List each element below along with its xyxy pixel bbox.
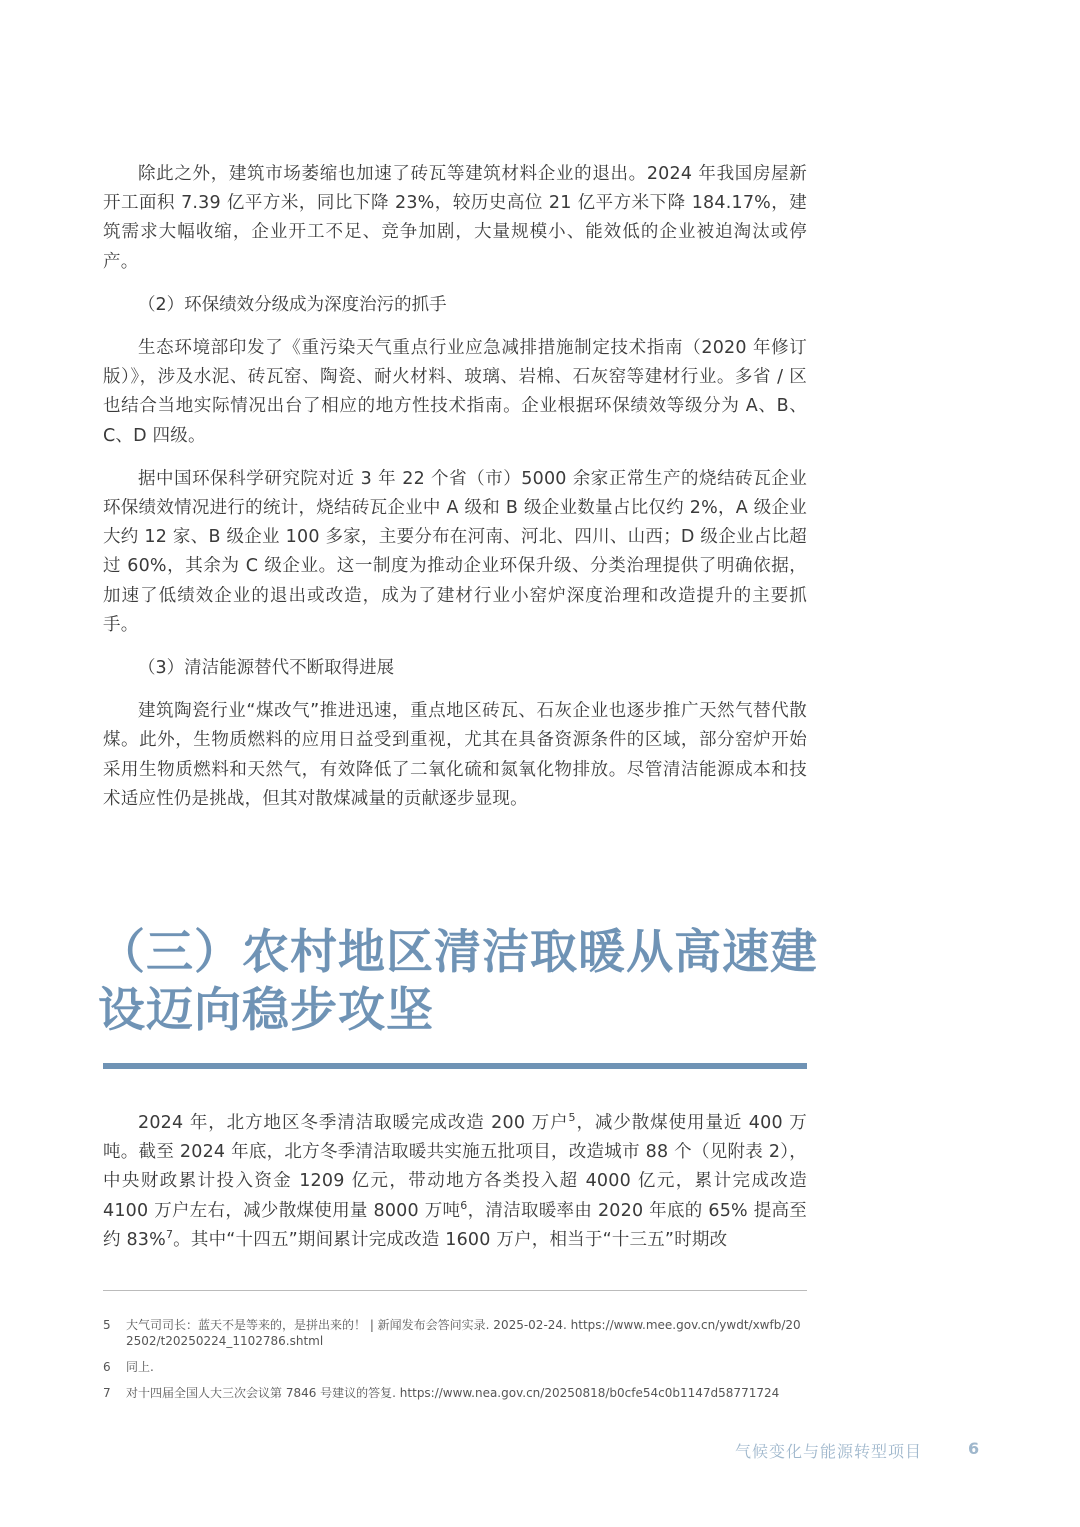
footnote-ref[interactable]: 7 [165,1227,174,1241]
footnote-text: 同上. [126,1360,154,1374]
article-body [103,160,807,828]
paragraph: 建筑陶瓷行业“煤改气”推进迅速，重点地区砖瓦、石灰企业也逐步推广天然气替代散煤。此外，生物质燃料的应用日益受到重视，尤其在具备资源条件的区域，部分窑炉开始采用生物质燃料和天然气，有效降低了二氧化硫和氮氧化物排放。尽管清洁能源成本和技术适应性仍是挑战，但其对散煤减量的贡献逐步显现。 [103,701,807,809]
subheading: （3）清洁能源替代不断取得进展 [138,658,395,679]
text-run: 2024 年，北方地区冬季清洁取暖完成改造 200 万户 [138,1113,569,1133]
footnotes [103,1317,807,1411]
paragraph: 除此之外，建筑市场萎缩也加速了砖瓦等建筑材料企业的退出。2024 年我国房屋新开工面积 7.39 亿平方米，同比下降 23%，较历史高位 21 亿平方米下降 184.17%，建筑需求大幅收缩，企业开工不足、竞争加剧，大量规模小、能效低的企业被迫淘汰或停产。 [103,164,807,272]
footnote-number: 7 [103,1386,111,1400]
footnote-item [103,1317,807,1349]
footnote-number: 6 [103,1360,111,1374]
paragraph: 生态环境部印发了《重污染天气重点行业应急减排措施制定技术指南（2020 年修订版）》，涉及水泥、砖瓦窑、陶瓷、耐火材料、玻璃、岩棉、石灰窑等建材行业。多省 / 区也结合当地实际情况出台了相应的地方性技术指南。企业根据环保绩效等级分为 A、B、C、D 四级。 [103,338,807,446]
footnote-ref[interactable]: 6 [460,1198,468,1212]
footnote-number: 5 [103,1318,111,1332]
text-run: 。其中“十四五”期间累计完成改造 1600 万户，相当于“十三五”时期改 [173,1229,728,1250]
section-divider [103,1063,807,1069]
text-run: ，清洁取暖率由 2020 年底的 65% 提高至约 83% [103,1200,808,1250]
footer-project-title: 气候变化与能源转型项目 [735,1442,923,1461]
section-title: （三）农村地区清洁取暖从高速建设迈向稳步攻坚 [98,925,818,1038]
footnote-text[interactable]: 大气司司长：蓝天不是等来的，是拼出来的！ | 新闻发布会答问实录. 2025-02-24. https://www.mee.gov.cn/ywdt/xwfb/202502/t20250224_1102786.shtml [126,1318,801,1348]
footnote-ref[interactable]: 5 [568,1111,576,1125]
paragraph: 据中国环保科学研究院对近 3 年 22 个省（市）5000 余家正常生产的烧结砖瓦企业环保绩效情况进行的统计，烧结砖瓦企业中 A 级和 B 级企业数量占比仅约 2%，A 级企业大约 12 家、B 级企业 100 多家，主要分布在河南、河北、四川、山西；D 级企业占比超过 60%，其余为 C 级企业。这一制度为推动企业环保升级、分类治理提供了明确依据，加速了低绩效企业的退出或改造，成为了建材行业小窑炉深度治理和改造提升的主要抓手。 [103,468,807,635]
footnote-divider [103,1290,807,1291]
footnote-item [103,1385,807,1401]
text-run: ，减少散煤使用量近 400 万吨。截至 2024 年底，北方冬季清洁取暖共实施五批项目，改造城市 88 个（见附表 2），中央财政累计投入资金 1209 亿元，带动地方各类投入超 4000 亿元，累计完成改造 4100 万户左右，减少散煤使用量 8000 万吨 [103,1113,807,1221]
section-body [103,1109,807,1269]
footnote-text[interactable]: 对十四届全国人大三次会议第 7846 号建议的答复. https://www.nea.gov.cn/20250818/b0cfe54c0b1147d58771724 [126,1386,780,1400]
paragraph [103,1109,807,1255]
subheading: （2）环保绩效分级成为深度治污的抓手 [138,294,447,315]
page-number: 6 [968,1439,980,1458]
footnote-item [103,1359,807,1375]
